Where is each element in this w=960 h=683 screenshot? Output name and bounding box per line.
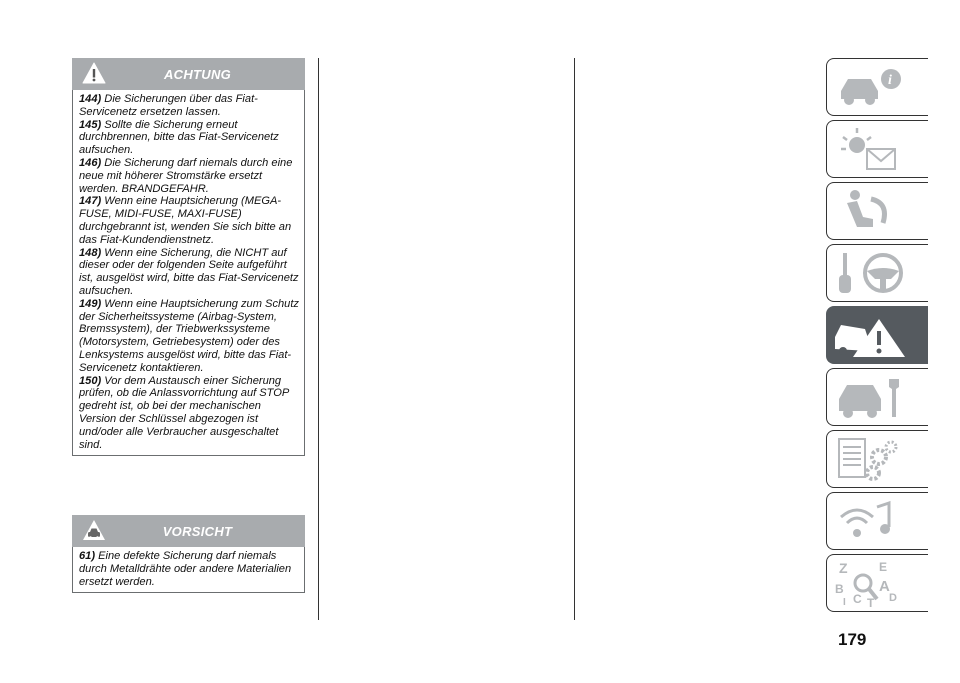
warning-body — [72, 90, 305, 456]
column-divider-left — [318, 58, 319, 620]
multimedia-icon — [833, 497, 923, 547]
tab-technical-data[interactable] — [826, 430, 928, 488]
list-item: 145) Sollte die Sicherung erneut durchbrennen, bitte das Fiat-Servicenetz aufsuchen. — [79, 118, 279, 157]
tab-lights-messages[interactable] — [826, 120, 928, 178]
caution-body — [72, 547, 305, 593]
svg-text:B: B — [835, 582, 844, 596]
seat-airbag-icon — [833, 187, 923, 237]
column-divider-right — [574, 58, 575, 620]
svg-text:T: T — [867, 596, 875, 609]
caution-title: VORSICHT — [162, 524, 233, 539]
list-item: 147) Wenn eine Hauptsicherung (MEGA-FUSE, MIDI-FUSE, MAXI-FUSE) durchgebrannt ist, wenden Sie sich bitte an das Fiat-Kundendienstnetz. — [79, 195, 292, 246]
car-info-icon — [833, 63, 923, 113]
list-item: 150) Vor dem Austausch einer Sicherung prüfen, ob die Anlassvorrichtung auf STOP gedreht ist, ob bei der mechanischen Version der Schlüssel abgezogen ist und/oder alle Verbraucher ausgeschaltet sind. — [79, 374, 289, 451]
page-number: 179 — [838, 630, 867, 649]
list-item: 146) Die Sicherung darf niemals durch eine neue mit höherer Stromstärke ersetzt werden. BRANDGEFAHR. — [79, 156, 293, 195]
caution-panel — [72, 515, 305, 593]
list-item: 144) Die Sicherungen über das Fiat-Servicenetz ersetzen lassen. — [79, 93, 258, 118]
tab-emergency[interactable] — [826, 306, 928, 364]
list-item: 149) Wenn eine Hauptsicherung zum Schutz der Sicherheitssysteme (Airbag-System, Bremssystem), der Triebwerkssysteme (Motorsystem, Getriebesystem) oder des Lenksystems ausgelöst wird, bitte das Fiat-Servicenetz kontaktieren. — [79, 297, 299, 374]
list-item: 148) Wenn eine Sicherung, die NICHT auf dieser oder der folgenden Seite aufgeführt ist, ausgelöst wird, bitte das Fiat-Servicenetz aufsuchen. — [79, 246, 299, 297]
tab-safety[interactable] — [826, 182, 928, 240]
key-steering-wheel-icon — [833, 249, 923, 299]
svg-text:C: C — [853, 592, 862, 606]
svg-text:i: i — [888, 73, 892, 88]
emergency-car-warning-icon — [833, 311, 923, 361]
tab-starting-driving[interactable] — [826, 244, 928, 302]
warning-panel — [72, 58, 305, 456]
lights-message-icon — [833, 125, 923, 175]
warning-title: ACHTUNG — [163, 67, 232, 82]
alphabetical-index-icon — [833, 559, 923, 609]
tab-multimedia[interactable] — [826, 492, 928, 550]
tab-index[interactable] — [826, 554, 928, 612]
svg-text:Z: Z — [839, 560, 848, 576]
svg-text:E: E — [879, 560, 888, 574]
technical-data-gears-icon — [833, 435, 923, 485]
tab-vehicle-info[interactable] — [826, 58, 928, 116]
svg-text:A: A — [879, 578, 890, 595]
svg-text:I: I — [843, 597, 846, 608]
list-item: 61) Eine defekte Sicherung darf niemals durch Metalldrähte oder andere Materialien ersetzt werden. — [79, 550, 292, 588]
svg-text:D: D — [889, 592, 897, 604]
tab-maintenance[interactable] — [826, 368, 928, 426]
caution-header — [72, 515, 305, 547]
car-maintenance-wrench-icon — [833, 373, 923, 423]
warning-header — [72, 58, 305, 90]
